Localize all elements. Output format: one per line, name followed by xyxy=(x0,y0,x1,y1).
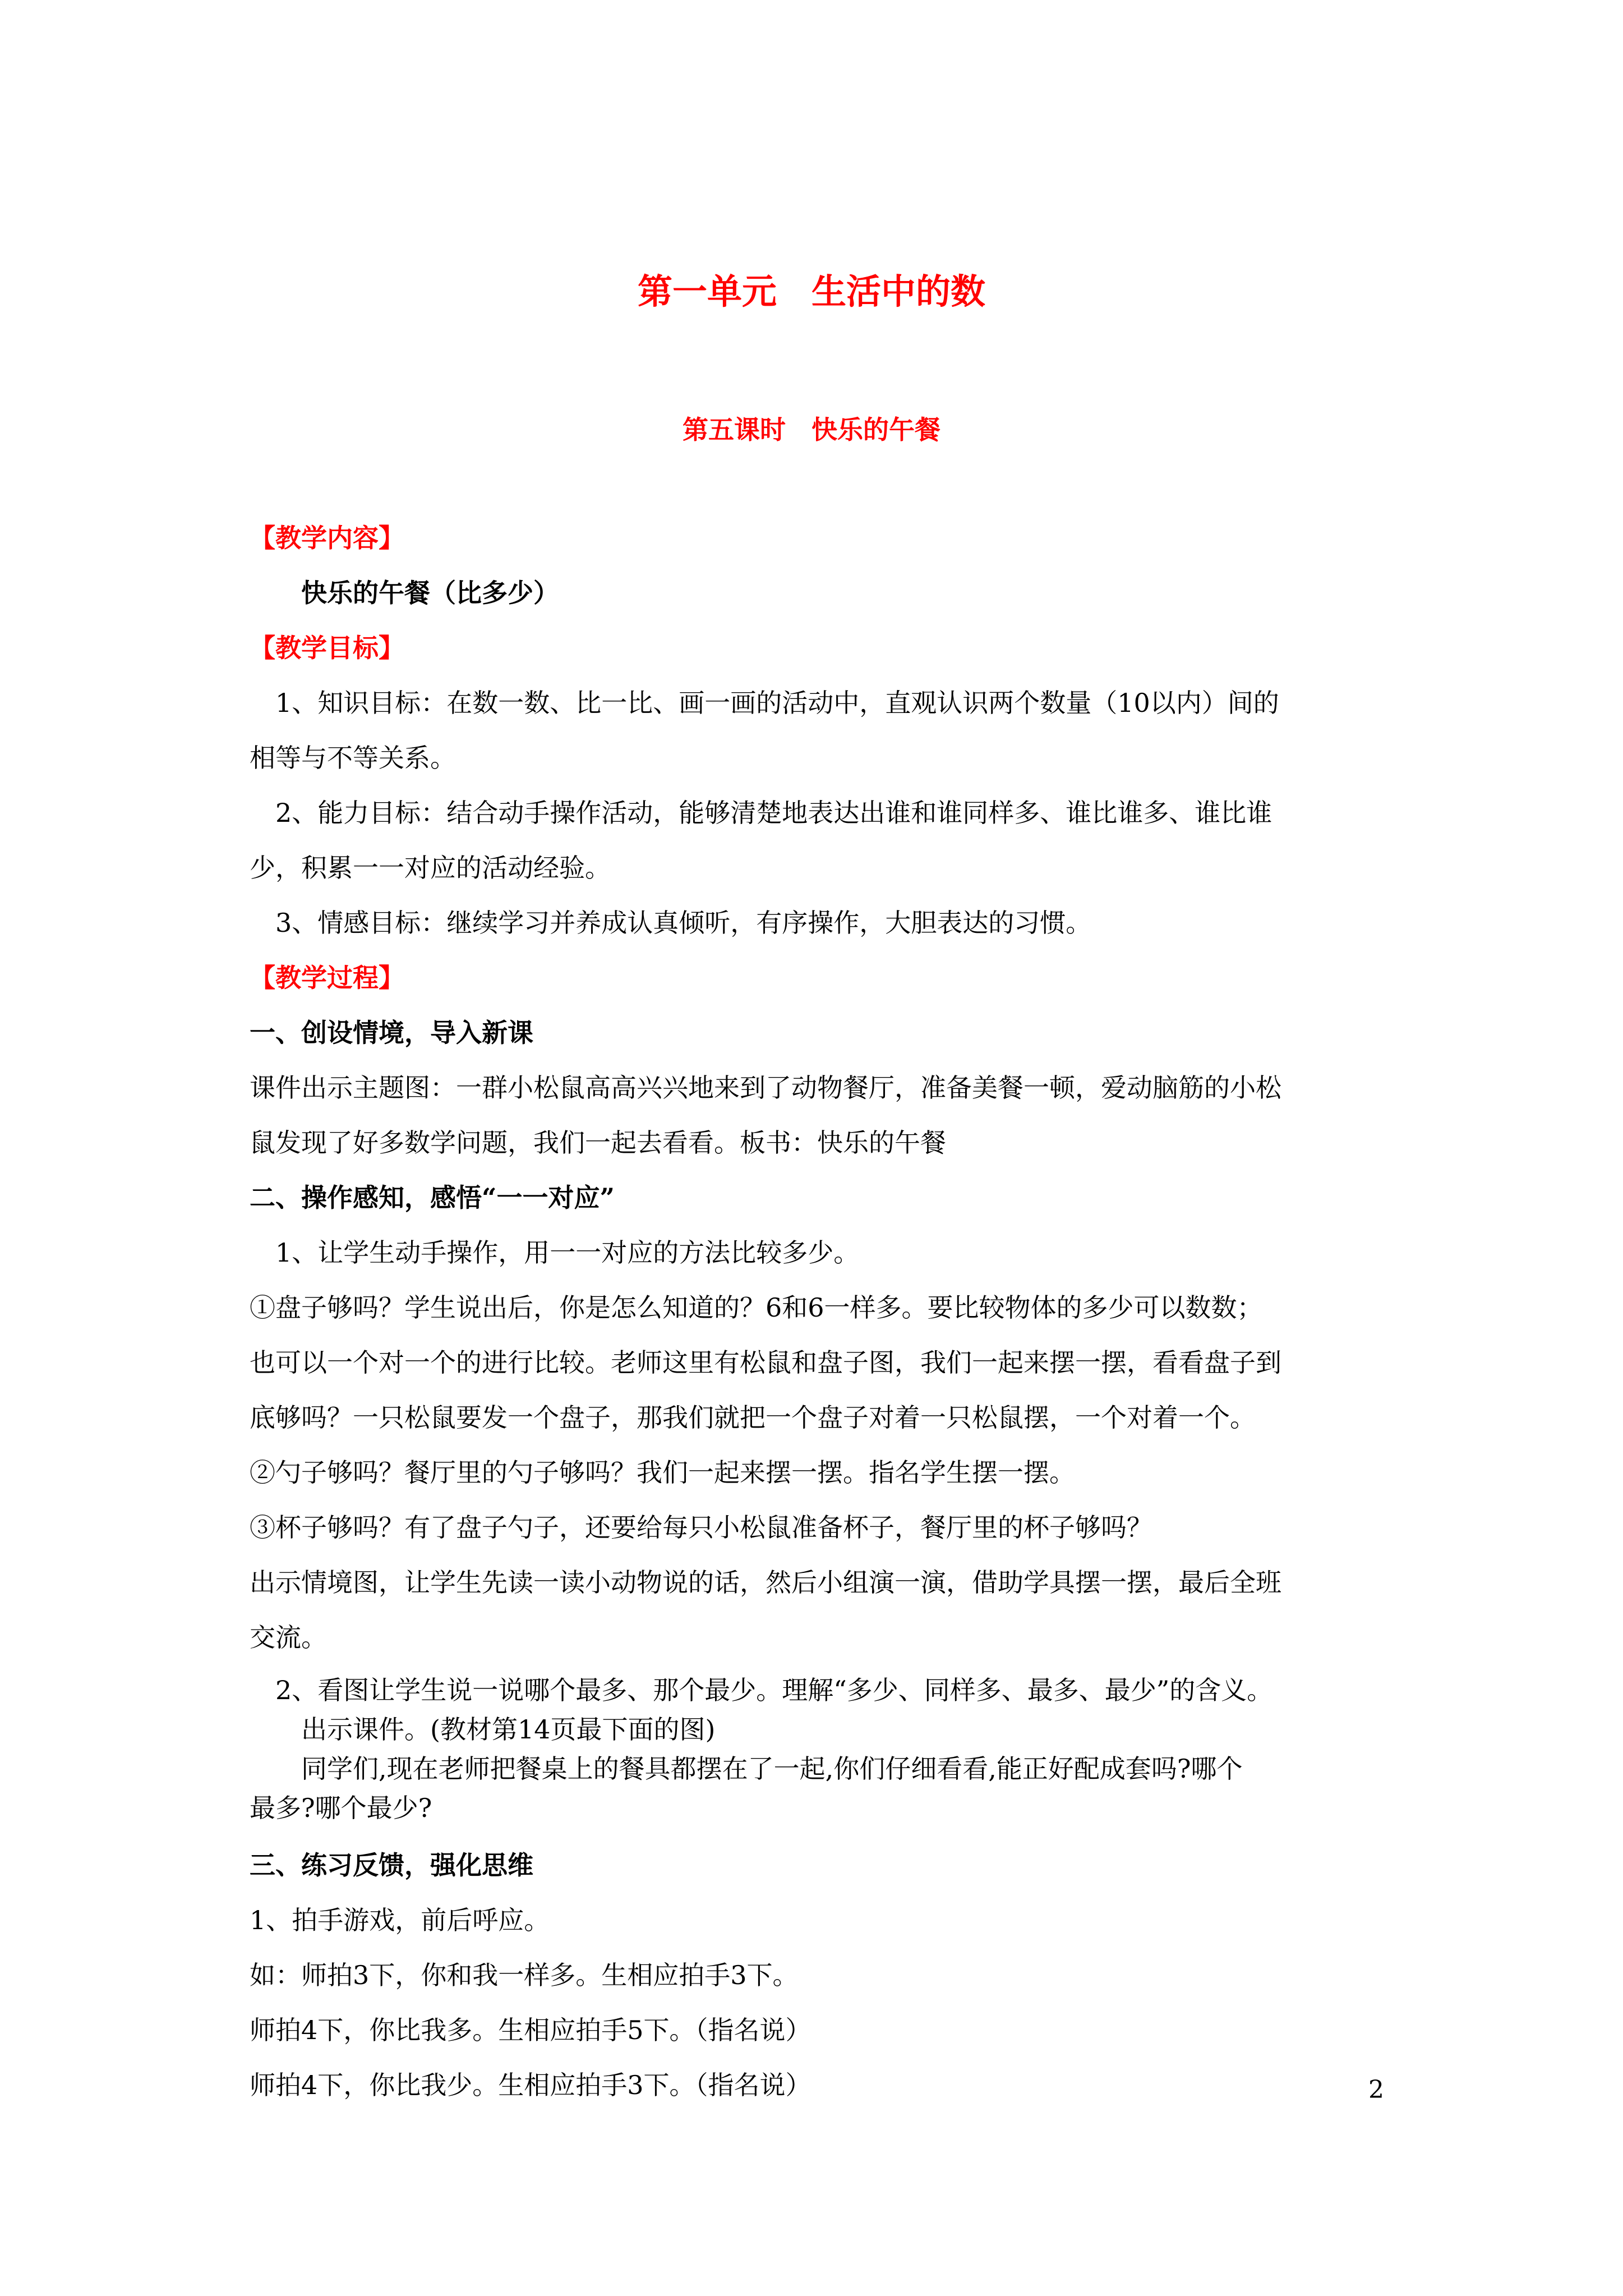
process-step-heading: 一、创设情境，导入新课 xyxy=(250,1018,533,1048)
process-line: 1、拍手游戏，前后呼应。 xyxy=(250,1905,550,1935)
process-line: 最多?哪个最少? xyxy=(250,1793,432,1823)
process-line: ③杯子够吗？有了盘子勺子，还要给每只小松鼠准备杯子，餐厅里的杯子够吗？ xyxy=(250,1512,1152,1543)
process-line: 师拍4下，你比我少。生相应拍手3下。（指名说） xyxy=(250,2070,811,2100)
process-line: 鼠发现了好多数学问题，我们一起去看看。板书：快乐的午餐 xyxy=(250,1128,946,1158)
objective-line: 3、情感目标：继续学习并养成认真倾听，有序操作，大胆表达的习惯。 xyxy=(275,908,1092,938)
process-line: 出示课件。(教材第14页最下面的图) xyxy=(301,1714,716,1745)
process-step-heading: 二、操作感知，感悟“一一对应” xyxy=(250,1182,615,1213)
process-line: 如：师拍3下，你和我一样多。生相应拍手3下。 xyxy=(250,1960,799,1990)
process-line: 也可以一个对一个的进行比较。老师这里有松鼠和盘子图，我们一起来摆一摆，看看盘子到 xyxy=(250,1347,1281,1378)
objective-line: 相等与不等关系。 xyxy=(250,743,456,773)
unit-title: 第一单元 生活中的数 xyxy=(637,271,985,312)
objective-line: 少，积累一一对应的活动经验。 xyxy=(250,853,611,883)
process-line: 交流。 xyxy=(250,1622,327,1653)
lesson-subtitle: 第五课时 快乐的午餐 xyxy=(683,415,940,445)
process-line: 同学们,现在老师把餐桌上的餐具都摆在了一起,你们仔细看看,能正好配成套吗?哪个 xyxy=(301,1754,1243,1784)
section-heading-process: 【教学过程】 xyxy=(250,963,404,993)
process-step-heading: 三、练习反馈，强化思维 xyxy=(250,1850,533,1880)
objective-line: 1、知识目标：在数一数、比一比、画一画的活动中，直观认识两个数量（10以内）间的 xyxy=(275,688,1279,718)
process-line: 1、让学生动手操作，用一一对应的方法比较多少。 xyxy=(275,1237,860,1268)
section-heading-content: 【教学内容】 xyxy=(250,523,404,553)
process-line: ②勺子够吗？餐厅里的勺子够吗？我们一起来摆一摆。指名学生摆一摆。 xyxy=(250,1457,1075,1488)
process-line: 2、看图让学生说一说哪个最多、那个最少。理解“多少、同样多、最多、最少”的含义。 xyxy=(275,1675,1273,1705)
process-line: 底够吗？一只松鼠要发一个盘子，那我们就把一个盘子对着一只松鼠摆，一个对着一个。 xyxy=(250,1402,1256,1433)
section-heading-objectives: 【教学目标】 xyxy=(250,633,404,663)
process-line: 课件出示主题图：一群小松鼠高高兴兴地来到了动物餐厅，准备美餐一顿，爱动脑筋的小松 xyxy=(250,1073,1281,1103)
objective-line: 2、能力目标：结合动手操作活动，能够清楚地表达出谁和谁同样多、谁比谁多、谁比谁 xyxy=(275,798,1272,828)
page-number: 2 xyxy=(1368,2076,1384,2104)
content-text: 快乐的午餐（比多少） xyxy=(301,578,559,608)
process-line: 出示情境图，让学生先读一读小动物说的话，然后小组演一演，借助学具摆一摆，最后全班 xyxy=(250,1567,1281,1598)
process-line: ①盘子够吗？学生说出后，你是怎么知道的？6和6一样多。要比较物体的多少可以数数； xyxy=(250,1292,1263,1323)
document-body xyxy=(250,510,1388,2113)
process-line: 师拍4下，你比我多。生相应拍手5下。（指名说） xyxy=(250,2015,811,2045)
